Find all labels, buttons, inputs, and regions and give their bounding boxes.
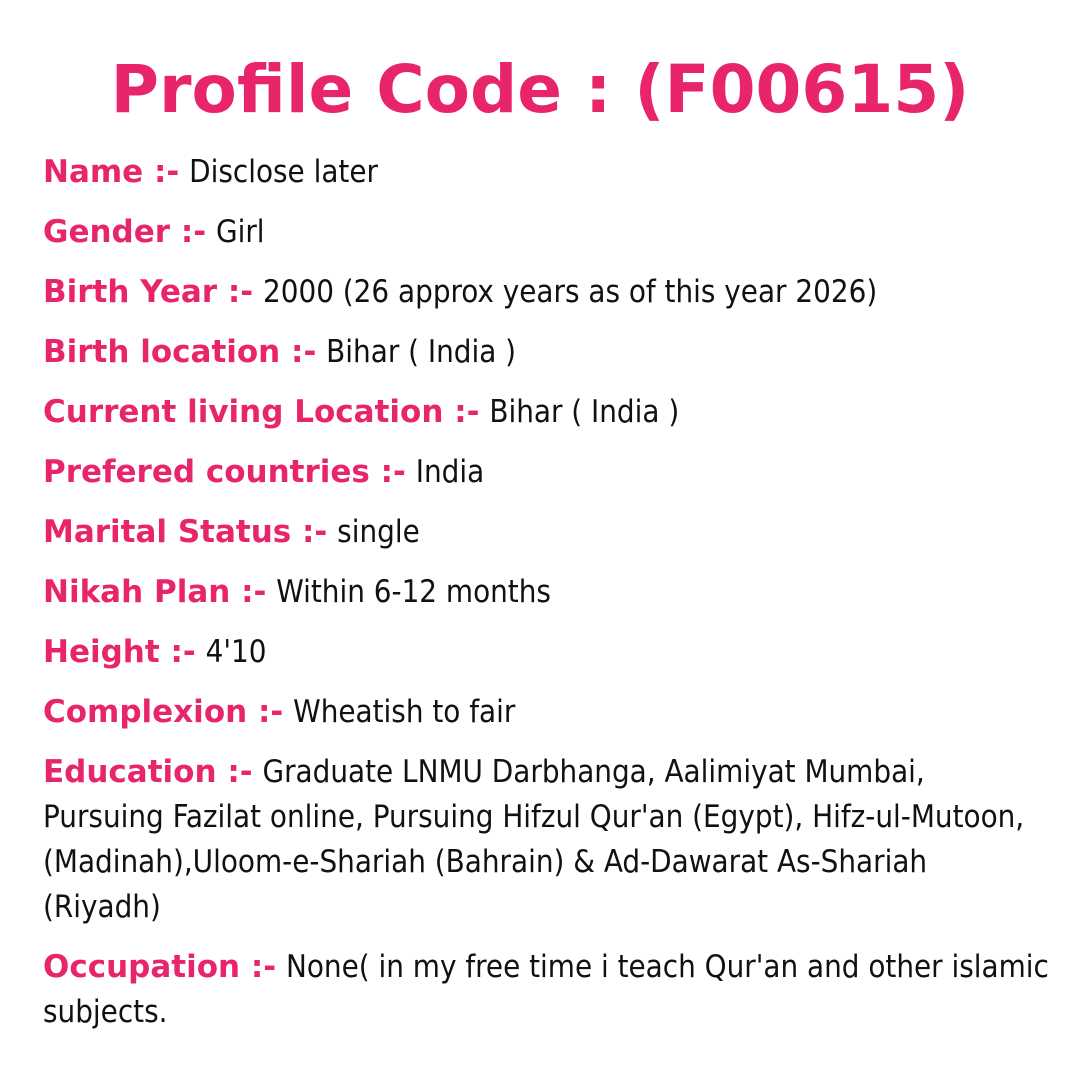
- field-height: [43, 630, 1053, 675]
- field-label: Name :-: [43, 154, 180, 190]
- field-value: 2000 (26 approx years as of this year 2026): [262, 274, 878, 310]
- field-name: [43, 150, 1053, 195]
- field-label: Occupation :-: [43, 949, 277, 985]
- page-title: Profile Code : (F00615): [110, 51, 970, 128]
- field-label: Birth Year :-: [43, 274, 254, 310]
- field-value: Bihar ( India ): [326, 334, 517, 370]
- field-label: Gender :-: [43, 214, 207, 250]
- field-preferred-countries: [43, 450, 1053, 495]
- field-value: Girl: [215, 214, 265, 250]
- field-label: Prefered countries :-: [43, 454, 406, 490]
- field-birth-year: [43, 270, 1053, 315]
- field-label: Complexion :-: [43, 694, 284, 730]
- field-marital-status: [43, 510, 1053, 555]
- field-label: Birth location :-: [43, 334, 317, 370]
- field-value: single: [337, 514, 420, 550]
- field-label: Nikah Plan :-: [43, 574, 267, 610]
- field-value: India: [415, 454, 485, 490]
- field-label: Education :-: [43, 754, 253, 790]
- field-value: None( in my free time i teach Qur'an and other islamic subjects.: [43, 949, 1049, 1030]
- field-current-location: [43, 390, 1053, 435]
- field-birth-location: [43, 330, 1053, 375]
- field-education: [43, 750, 1053, 930]
- field-value: Bihar ( India ): [489, 394, 680, 430]
- field-label: Height :-: [43, 634, 196, 670]
- field-value: Disclose later: [189, 154, 378, 190]
- field-value: Wheatish to fair: [293, 694, 516, 730]
- field-label: Current living Location :-: [43, 394, 480, 430]
- field-occupation: [43, 945, 1053, 1035]
- field-value: 4'10: [205, 634, 267, 670]
- field-value: Graduate LNMU Darbhanga, Aalimiyat Mumbai, Pursuing Fazilat online, Pursuing Hifzul Qur'an (Egypt), Hifz-ul-Mutoon, (Madinah),Uloom-e-Shariah (Bahrain) & Ad-Dawarat As-Shariah (Riyadh): [43, 754, 1025, 925]
- profile-fields: [43, 150, 1053, 1035]
- field-complexion: [43, 690, 1053, 735]
- field-nikah-plan: [43, 570, 1053, 615]
- field-gender: [43, 210, 1053, 255]
- field-value: Within 6-12 months: [276, 574, 551, 610]
- field-label: Marital Status :-: [43, 514, 328, 550]
